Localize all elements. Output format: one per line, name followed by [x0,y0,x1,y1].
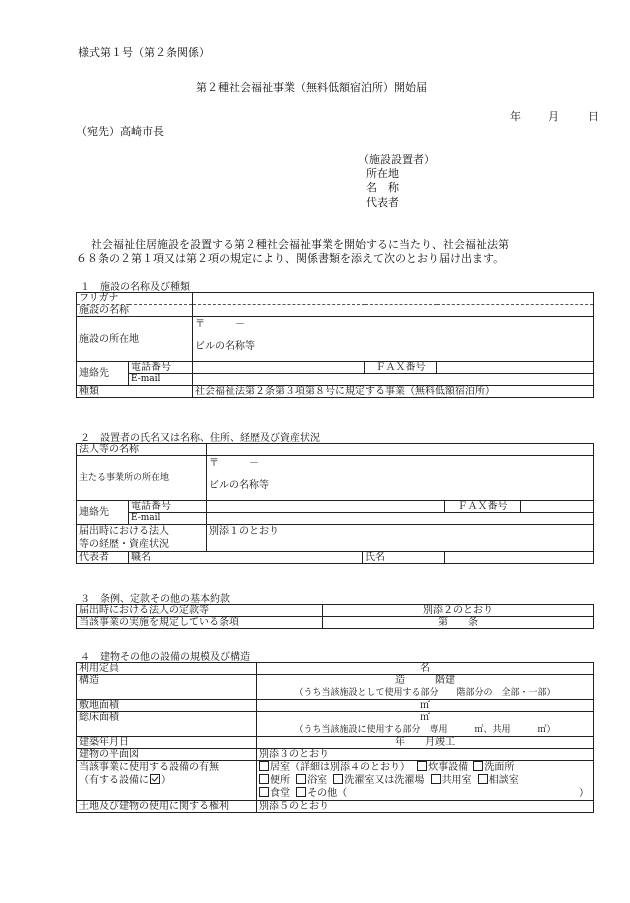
toilet-label: 便所 [270,775,290,786]
kitchen-label: 炊事設備 [428,762,469,773]
facility-type-value: 社会福祉法第２条第３項第８号に規定する事業（無料低額宿泊所） [193,386,594,398]
form-number: 様式第１号（第２条関係） [78,46,210,59]
floor-plan-value: 別添３のとおり [257,749,594,761]
floor-area-cell[interactable] [257,712,594,737]
corp-name-input[interactable] [207,444,594,456]
section2-table [76,443,594,564]
washroom-label: 洗面所 [484,762,515,773]
corp-phone-label: 電話番号 [129,501,207,513]
facility-name-label: 施設の名称 [77,305,193,317]
corp-fax-input[interactable] [521,501,594,513]
facility-type-label: 種類 [77,386,193,398]
corp-phone-input[interactable] [207,501,445,513]
clause-value: 第 条 [323,617,594,629]
equipment-label [77,761,257,801]
rep-position: 職名 [129,552,363,564]
articles-value: 別添２のとおり [323,605,594,617]
dining-label: 食堂 [270,788,290,799]
applicant-address-label: 所在地 [366,167,399,180]
corp-history-label-line1: 届出時における法人 [79,526,169,537]
section2-heading: ２ 設置者の氏名又は名称、住所、経歴及び資産状況 [80,433,320,444]
facility-building: ビルの名称等 [195,341,255,352]
land-rights-label: 土地及び建物の使用に関する権利 [77,801,257,813]
toilet-checkbox[interactable] [259,774,269,784]
floor-area-value: ㎡ [420,712,430,723]
section4-table [76,662,594,813]
intro-line-2: ６８条の２第１項又は第２項の規定により、関係書類を添えて次のとおり届け出ます。 [76,252,505,265]
bath-label: 浴室 [307,775,328,786]
other-label: その他（ [307,788,348,799]
site-area-label: 敷地面積 [77,700,257,712]
corp-history-label [77,525,207,552]
section3-table [76,604,594,629]
corp-history-value: 別添１のとおり [207,525,594,552]
office-location-label: 主たる事業所の所在地 [77,456,207,501]
laundry-checkbox[interactable] [333,774,343,784]
floor-area-label: 総床面積 [77,712,257,737]
facility-postal: 〒 － [195,319,245,330]
articles-label: 届出時における法人の定款等 [77,605,323,617]
facility-fax-input[interactable] [437,362,594,374]
facility-fax-label: ＦＡＸ番号 [365,362,437,374]
furigana-label: フリガナ [77,293,193,305]
facility-phone-label: 電話番号 [129,362,193,374]
equipment-label-line2b: ） [161,775,171,786]
built-date-value: 年 月竣工 [257,737,594,749]
consult-room-checkbox[interactable] [478,774,488,784]
built-date-label: 建築年月日 [77,737,257,749]
facility-email-label: E-mail [129,374,193,386]
other-close-paren: ） [579,788,589,799]
equipment-label-line2 [79,774,254,787]
facility-contact-label: 連絡先 [77,362,129,386]
equipment-row-1 [259,761,591,774]
office-building: ビルの名称等 [209,480,269,491]
office-postal: 〒 － [209,458,259,469]
structure-note: （うち当該施設として使用する部分 階部分の 全部・一部） [294,688,556,698]
corp-history-label-line2: 等の経歴・資産状況 [79,539,169,550]
corp-name-label: 法人等の名称 [77,444,207,456]
office-location-input[interactable] [207,456,594,501]
kitchen-checkbox[interactable] [417,761,427,771]
structure-cell[interactable] [257,675,594,700]
other-checkbox[interactable] [296,787,306,797]
rep-label: 代表者 [77,552,129,564]
date-year: 年 [510,110,521,123]
corp-contact-label: 連絡先 [77,501,129,525]
bath-checkbox[interactable] [296,774,306,784]
site-area-value: ㎡ [257,700,594,712]
applicant-heading: （施設設置者） [358,153,435,166]
capacity-value: 名 [257,663,594,675]
facility-email-input[interactable] [193,374,594,386]
furigana-input[interactable] [193,293,594,305]
intro-line-1: 社会福祉住居施設を設置する第２種社会福祉事業を開始するに当たり、社会福祉法第 [91,238,509,251]
room-checkbox[interactable] [259,761,269,771]
date-day: 日 [588,110,599,123]
section4-heading: ４ 建物その他の設備の規模及び構造 [80,652,250,663]
room-label: 居室（詳細は別添４のとおり） [270,762,410,773]
corp-email-label: E-mail [129,513,207,525]
equipment-row-2 [259,774,591,787]
equipment-label-line2a: （有する設備に [79,775,149,786]
facility-location-label: 施設の所在地 [77,317,193,362]
consult-room-label: 相談室 [488,775,519,786]
structure-label: 構造 [77,675,257,700]
date-month: 月 [548,110,559,123]
equipment-options [257,761,594,801]
floor-plan-label: 建物の平面図 [77,749,257,761]
section1-table [76,292,594,398]
applicant-name-label: 名 称 [366,181,399,194]
rep-name-label: 氏名 [363,552,445,564]
shared-room-checkbox[interactable] [431,774,441,784]
equipment-label-line1: 当該事業に使用する設備の有無 [79,762,219,773]
facility-location-input[interactable] [193,317,594,362]
clause-label: 当該事業の実施を規定している条項 [77,617,323,629]
corp-fax-label: ＦＡＸ番号 [445,501,521,513]
checked-checkbox-icon [150,774,160,784]
facility-name-input[interactable] [193,305,594,317]
capacity-label: 利用定員 [77,663,257,675]
addressee: （宛先）高崎市長 [76,125,164,138]
rep-name-input[interactable] [445,552,594,564]
structure-value: 造 階建 [395,675,455,686]
section3-heading: ３ 条例、定款その他の基本約款 [80,594,230,605]
shared-room-label: 共用室 [441,775,472,786]
facility-phone-input[interactable] [193,362,365,374]
dining-checkbox[interactable] [259,787,269,797]
laundry-label: 洗濯室又は洗濯場 [344,775,425,786]
form-title: 第２種社会福祉事業（無料低額宿泊所）開始届 [196,81,427,94]
washroom-checkbox[interactable] [473,761,483,771]
applicant-rep-label: 代表者 [366,196,399,209]
corp-email-input[interactable] [207,513,594,525]
equipment-row-3 [259,787,591,800]
land-rights-value: 別添５のとおり [257,801,594,813]
section1-heading: １ 施設の名称及び種類 [80,282,190,293]
floor-area-note: （うち当該施設に使用する部分 専用 ㎡、共用 ㎡） [294,725,556,735]
